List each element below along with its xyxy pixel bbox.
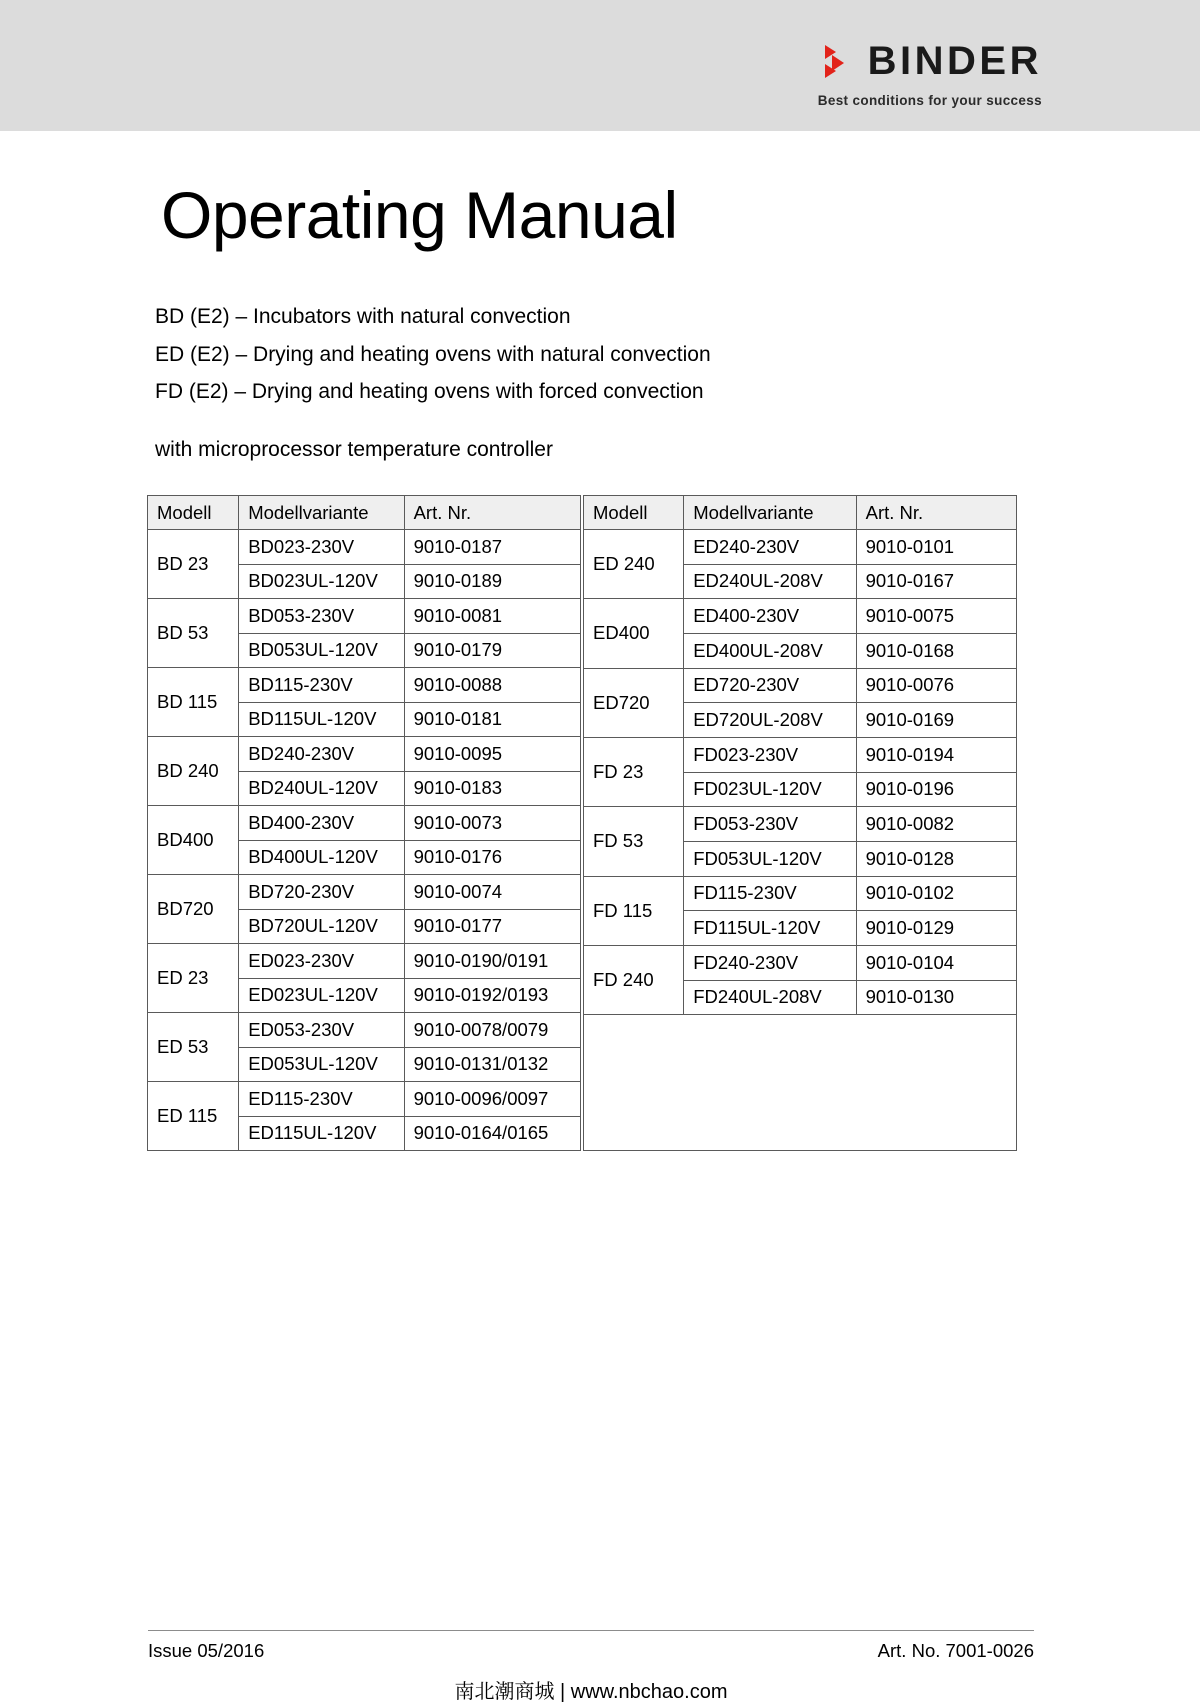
cell-art-nr: 9010-0192/0193: [404, 978, 580, 1013]
cell-variant: BD720-230V: [239, 875, 404, 910]
cell-model: ED720: [584, 668, 684, 737]
table-row: [584, 668, 1017, 703]
model-table-right: [583, 495, 1017, 1151]
cell-art-nr: 9010-0167: [856, 564, 1016, 599]
cell-variant: ED240-230V: [684, 530, 856, 565]
cell-variant: ED720-230V: [684, 668, 856, 703]
cell-art-nr: 9010-0096/0097: [404, 1082, 580, 1117]
cell-art-nr: 9010-0190/0191: [404, 944, 580, 979]
cell-art-nr: 9010-0104: [856, 945, 1016, 980]
cell-art-nr: 9010-0183: [404, 771, 580, 806]
model-table-left-body: [148, 530, 581, 1151]
cell-art-nr: 9010-0164/0165: [404, 1116, 580, 1151]
empty-area: [584, 1015, 1017, 1151]
cell-model: BD400: [148, 806, 239, 875]
cell-art-nr: 9010-0095: [404, 737, 580, 772]
cell-model: BD 115: [148, 668, 239, 737]
column-header-art-nr: Art. Nr.: [856, 496, 1016, 530]
cell-model: FD 240: [584, 945, 684, 1014]
cell-variant: BD240-230V: [239, 737, 404, 772]
cell-variant: BD400-230V: [239, 806, 404, 841]
table-row: [148, 668, 581, 703]
cell-art-nr: 9010-0189: [404, 564, 580, 599]
cell-art-nr: 9010-0078/0079: [404, 1013, 580, 1048]
table-row: [584, 876, 1017, 911]
cell-variant: FD115UL-120V: [684, 911, 856, 946]
cell-art-nr: 9010-0076: [856, 668, 1016, 703]
cell-art-nr: 9010-0101: [856, 530, 1016, 565]
cell-model: FD 23: [584, 737, 684, 806]
product-line-list: [155, 298, 955, 411]
cell-variant: BD053-230V: [239, 599, 404, 634]
cell-model: FD 115: [584, 876, 684, 945]
controller-note: with microprocessor temperature controller: [155, 438, 553, 461]
model-table-right-body: [584, 530, 1017, 1151]
table-filler-row: [584, 1015, 1017, 1151]
cell-art-nr: 9010-0074: [404, 875, 580, 910]
cell-variant: ED400UL-208V: [684, 633, 856, 668]
cell-variant: FD115-230V: [684, 876, 856, 911]
cell-art-nr: 9010-0187: [404, 530, 580, 565]
cell-model: BD 23: [148, 530, 239, 599]
brand-wordmark: BINDER: [867, 39, 1042, 83]
binder-logo: [802, 38, 1042, 108]
cell-variant: FD053-230V: [684, 807, 856, 842]
cell-art-nr: 9010-0168: [856, 633, 1016, 668]
cell-variant: ED023-230V: [239, 944, 404, 979]
cell-variant: FD053UL-120V: [684, 841, 856, 876]
cell-art-nr: 9010-0196: [856, 772, 1016, 807]
footer-divider: [148, 1630, 1034, 1631]
column-header-art-nr: Art. Nr.: [404, 496, 580, 530]
cell-art-nr: 9010-0129: [856, 911, 1016, 946]
cell-variant: BD053UL-120V: [239, 633, 404, 668]
cell-variant: ED240UL-208V: [684, 564, 856, 599]
cell-variant: FD240UL-208V: [684, 980, 856, 1015]
column-header-modellvariante: Modellvariante: [239, 496, 404, 530]
cell-art-nr: 9010-0177: [404, 909, 580, 944]
cell-variant: ED053UL-120V: [239, 1047, 404, 1082]
cell-model: ED 53: [148, 1013, 239, 1082]
table-row: [148, 1013, 581, 1048]
product-line-fd: FD (E2) – Drying and heating ovens with forced convection: [155, 380, 704, 403]
cell-art-nr: 9010-0081: [404, 599, 580, 634]
cell-variant: BD720UL-120V: [239, 909, 404, 944]
table-row: [148, 875, 581, 910]
cell-art-nr: 9010-0088: [404, 668, 580, 703]
model-table-left: [147, 495, 581, 1151]
cell-variant: BD023-230V: [239, 530, 404, 565]
table-row: [148, 806, 581, 841]
column-header-modell: Modell: [148, 496, 239, 530]
table-header-row: [148, 496, 581, 530]
table-row: [148, 944, 581, 979]
cell-variant: ED115-230V: [239, 1082, 404, 1117]
cell-model: BD720: [148, 875, 239, 944]
cell-variant: ED400-230V: [684, 599, 856, 634]
cell-variant: FD023-230V: [684, 737, 856, 772]
column-header-modell: Modell: [584, 496, 684, 530]
cell-art-nr: 9010-0102: [856, 876, 1016, 911]
cell-model: ED 23: [148, 944, 239, 1013]
cell-art-nr: 9010-0082: [856, 807, 1016, 842]
cell-model: ED400: [584, 599, 684, 668]
cell-variant: FD023UL-120V: [684, 772, 856, 807]
page-title: Operating Manual: [161, 178, 678, 252]
cell-art-nr: 9010-0128: [856, 841, 1016, 876]
cell-variant: ED053-230V: [239, 1013, 404, 1048]
product-line-ed: ED (E2) – Drying and heating ovens with natural convection: [155, 342, 711, 366]
cell-model: BD 240: [148, 737, 239, 806]
model-variant-tables: [147, 495, 1017, 1151]
footer-art-no: Art. No. 7001-0026: [877, 1640, 1034, 1661]
cell-art-nr: 9010-0130: [856, 980, 1016, 1015]
binder-triangles-icon: [825, 44, 859, 78]
table-row: [584, 945, 1017, 980]
cell-model: BD 53: [148, 599, 239, 668]
cell-variant: ED115UL-120V: [239, 1116, 404, 1151]
cell-art-nr: 9010-0169: [856, 703, 1016, 738]
product-line-bd: BD (E2) – Incubators with natural convection: [155, 305, 571, 328]
column-header-modellvariante: Modellvariante: [684, 496, 856, 530]
table-row: [148, 1082, 581, 1117]
cell-variant: BD023UL-120V: [239, 564, 404, 599]
cell-art-nr: 9010-0131/0132: [404, 1047, 580, 1082]
cell-art-nr: 9010-0181: [404, 702, 580, 737]
cell-model: ED 240: [584, 530, 684, 599]
table-row: [148, 599, 581, 634]
footer-issue: Issue 05/2016: [148, 1640, 265, 1661]
page-header-band: [0, 0, 1200, 131]
cell-art-nr: 9010-0194: [856, 737, 1016, 772]
cell-variant: BD115-230V: [239, 668, 404, 703]
cell-variant: FD240-230V: [684, 945, 856, 980]
cell-variant: ED720UL-208V: [684, 703, 856, 738]
cell-art-nr: 9010-0179: [404, 633, 580, 668]
cell-model: ED 115: [148, 1082, 239, 1151]
table-row: [584, 599, 1017, 634]
cell-variant: ED023UL-120V: [239, 978, 404, 1013]
brand-tagline: Best conditions for your success: [817, 93, 1042, 108]
table-row: [584, 807, 1017, 842]
table-header-row: [584, 496, 1017, 530]
cell-art-nr: 9010-0073: [404, 806, 580, 841]
cell-art-nr: 9010-0176: [404, 840, 580, 875]
page-footer: [148, 1630, 1034, 1703]
cell-variant: BD240UL-120V: [239, 771, 404, 806]
cell-model: FD 53: [584, 807, 684, 876]
table-row: [148, 530, 581, 565]
table-row: [584, 530, 1017, 565]
table-row: [148, 737, 581, 772]
table-row: [584, 737, 1017, 772]
cell-art-nr: 9010-0075: [856, 599, 1016, 634]
cell-variant: BD400UL-120V: [239, 840, 404, 875]
footer-watermark: 南北潮商城 | www.nbchao.com: [454, 1681, 728, 1703]
cell-variant: BD115UL-120V: [239, 702, 404, 737]
